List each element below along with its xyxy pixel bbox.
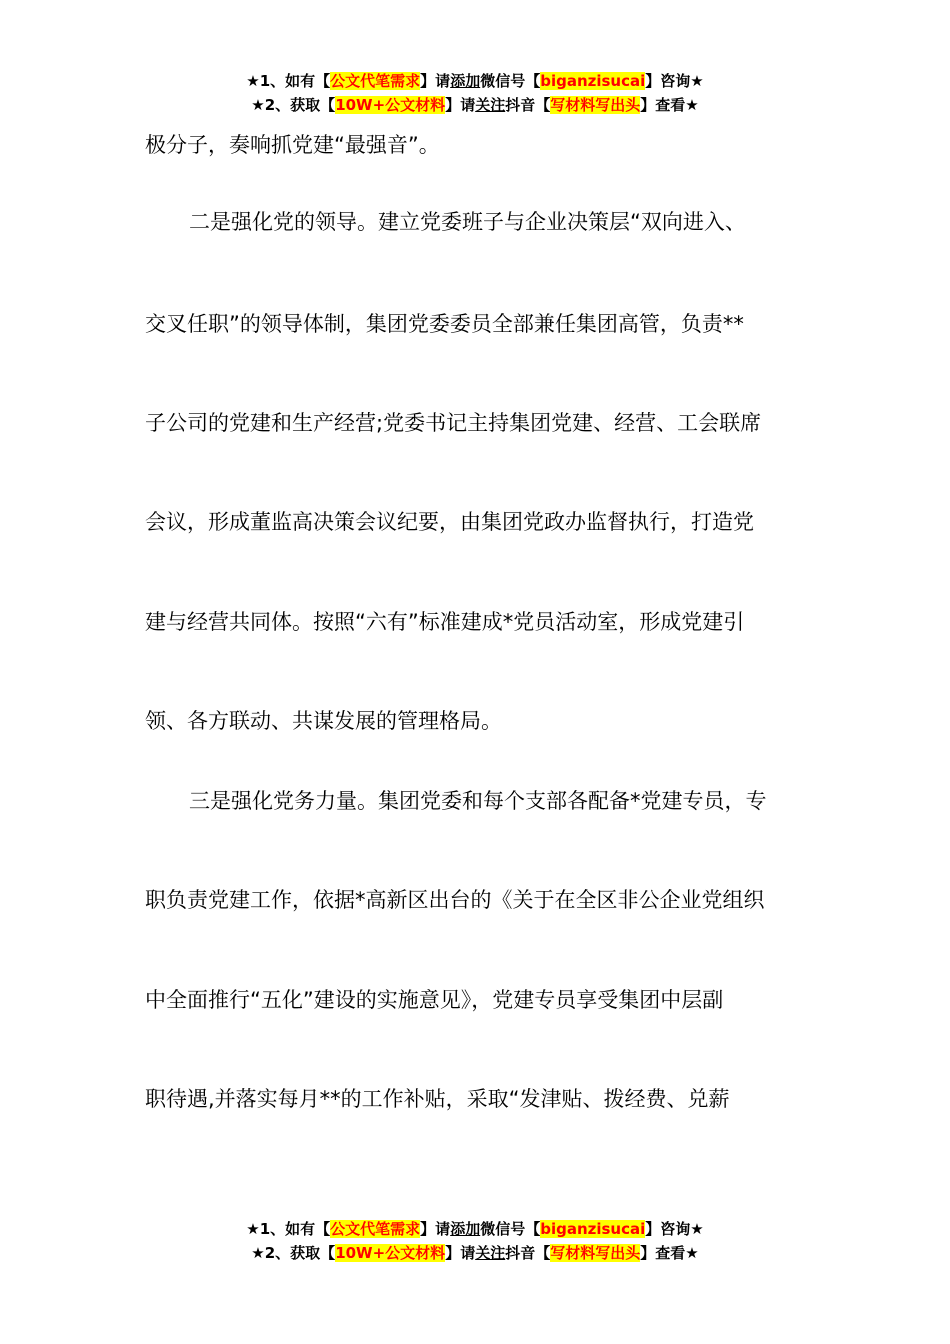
- body-line: 三是强化党务力量。集团党委和每个支部各配备*党建专员，专: [189, 789, 767, 813]
- body-line: 中全面推行“五化”建设的实施意见》，党建专员享受集团中层副: [145, 988, 724, 1012]
- body-line: 会议，形成董监高决策会议纪要，由集团党政办监督执行，打造党: [145, 510, 754, 534]
- body-line: 职负责党建工作，依据*高新区出台的《关于在全区非公企业党组织: [145, 888, 765, 912]
- body-line: 子公司的党建和生产经营;党委书记主持集团党建、经营、工会联席: [145, 411, 762, 435]
- body-line: 领、各方联动、共谋发展的管理格局。: [145, 709, 502, 733]
- highlight-service: 公文代笔需求: [330, 1220, 421, 1238]
- body-line: 二是强化党的领导。建立党委班子与企业决策层“双向进入、: [189, 210, 746, 234]
- highlight-wechat-id: biganzisucai: [540, 72, 646, 90]
- body-line: 极分子，奏响抓党建“最强音”。: [145, 133, 440, 157]
- promo-line-1: ★1、如有【公文代笔需求】请添加微信号【biganzisucai】咨询★: [246, 72, 704, 90]
- highlight-materials: 10W+公文材料: [335, 96, 446, 114]
- highlight-douyin: 写材料写出头: [550, 96, 641, 114]
- highlight-douyin: 写材料写出头: [550, 1244, 641, 1262]
- body-line: 交叉任职”的领导体制，集团党委委员全部兼任集团高管，负责**: [145, 312, 744, 336]
- body-line: 建与经营共同体。按照“六有”标准建成*党员活动室，形成党建引: [145, 610, 745, 634]
- promo-line-2: ★2、获取【10W+公文材料】请关注抖音【写材料写出头】查看★: [251, 96, 699, 114]
- promo-line-1: ★1、如有【公文代笔需求】请添加微信号【biganzisucai】咨询★: [246, 1220, 704, 1238]
- highlight-service: 公文代笔需求: [330, 72, 421, 90]
- promo-banner-bottom: [0, 1217, 950, 1265]
- highlight-wechat-id: biganzisucai: [540, 1220, 646, 1238]
- promo-banner-top: [0, 69, 950, 117]
- body-line: 职待遇,并落实每月**的工作补贴，采取“发津贴、拨经费、兑薪: [145, 1087, 730, 1111]
- promo-line-2: ★2、获取【10W+公文材料】请关注抖音【写材料写出头】查看★: [251, 1244, 699, 1262]
- highlight-materials: 10W+公文材料: [335, 1244, 446, 1262]
